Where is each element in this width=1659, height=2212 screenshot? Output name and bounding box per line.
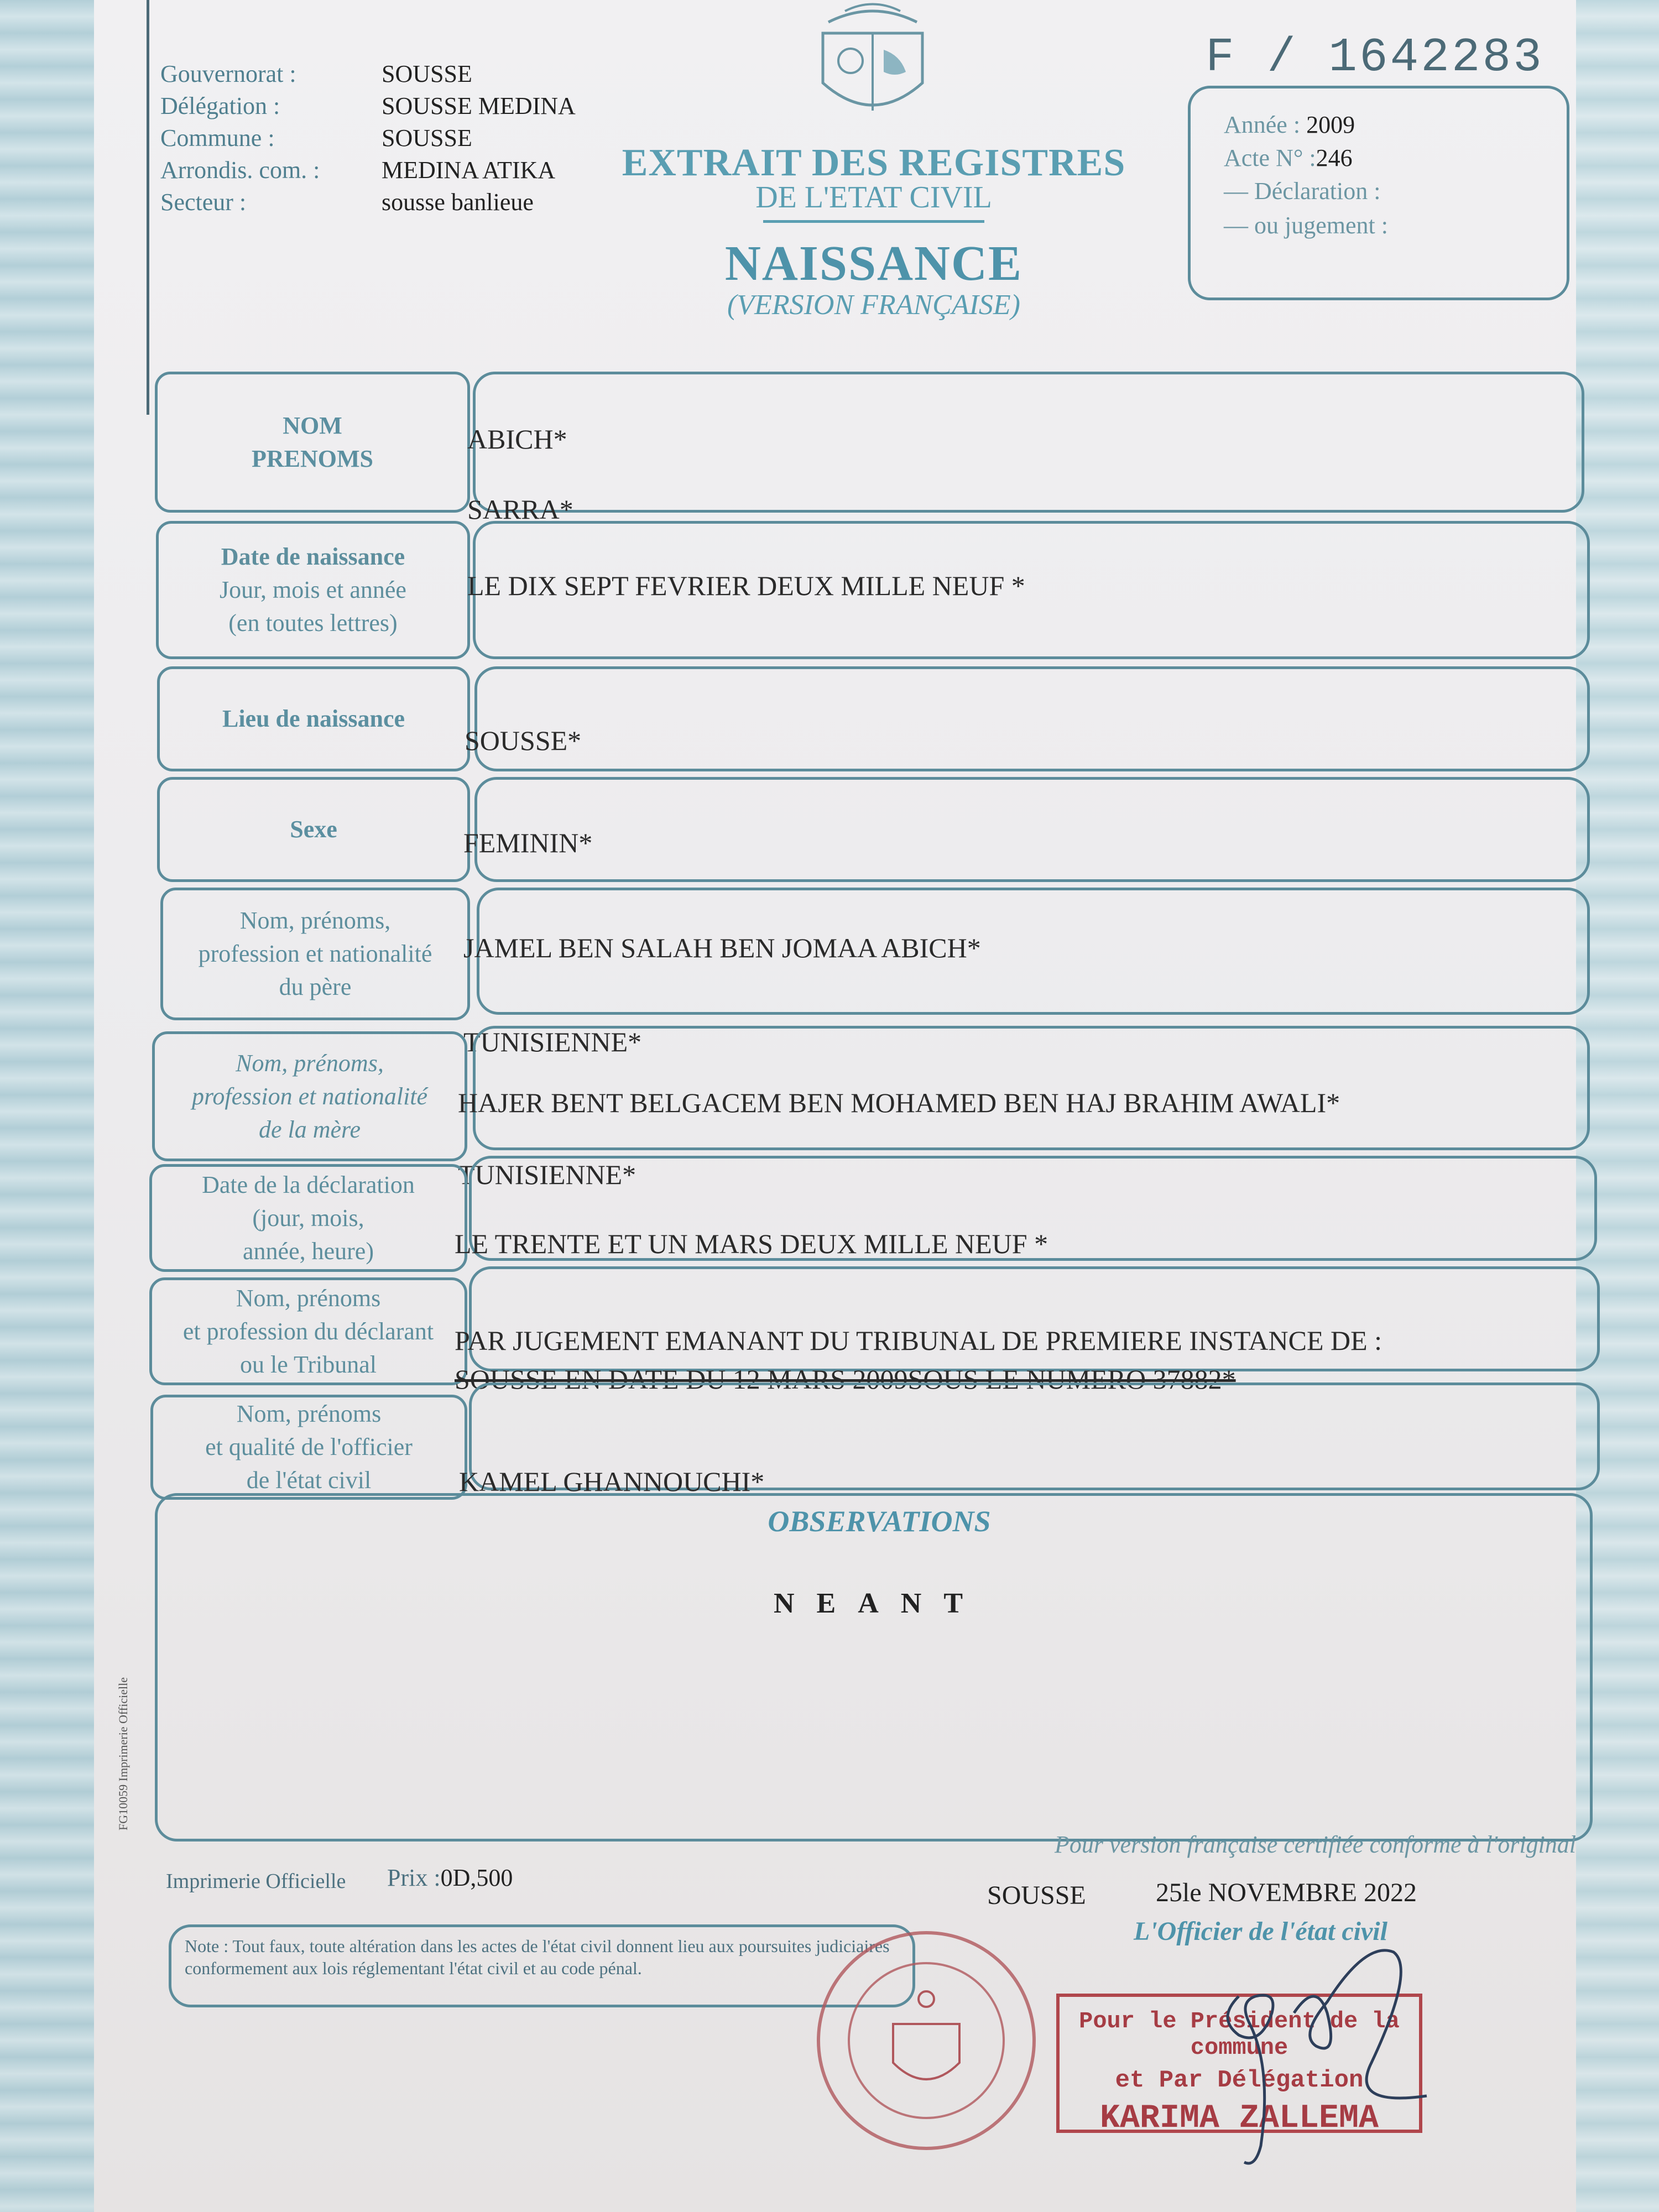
- secteur-value: sousse banlieue: [382, 189, 534, 216]
- declarant-label-box: [149, 1277, 467, 1385]
- acte-line: [1224, 144, 1353, 172]
- pere-value: JAMEL BEN SALAH BEN JOMAA ABICH*: [463, 932, 981, 963]
- mere-label-box: [152, 1031, 467, 1161]
- nom-value: ABICH*: [467, 424, 567, 455]
- observations-box: [155, 1493, 1593, 1841]
- arrondissement-label: Arrondis. com. :: [160, 156, 320, 184]
- nom-label: NOM: [283, 411, 342, 439]
- nom-prenoms-label-box: [155, 372, 470, 513]
- acte-value: 246: [1316, 144, 1353, 171]
- delegation-label: Délégation :: [160, 92, 280, 119]
- commune-value: SOUSSE: [382, 124, 472, 152]
- declaration-date-label-2: (jour, mois,: [252, 1204, 364, 1232]
- sexe-label: Sexe: [290, 816, 337, 843]
- mere-value: HAJER BENT BELGACEM BEN MOHAMED BEN HAJ BRAHIM AWALI*: [458, 1087, 1340, 1118]
- date-naissance-value: LE DIX SEPT FEVRIER DEUX MILLE NEUF *: [467, 570, 1025, 601]
- mere-label-1: Nom, prénoms,: [236, 1049, 384, 1077]
- mere-nationalite: TUNISIENNE*: [458, 1159, 637, 1190]
- declarant-value-1: PAR JUGEMENT EMANANT DU TRIBUNAL DE PREMIERE INSTANCE DE :: [455, 1325, 1383, 1356]
- title-rule: [763, 220, 984, 223]
- prix: [387, 1864, 513, 1892]
- stamp-line-3: KARIMA ZALLEMA: [1099, 2100, 1379, 2137]
- declarant-value-2: SOUSSE EN DATE DU 12 MARS 2009SOUS LE NUMERO 37882*: [455, 1364, 1236, 1395]
- nom-value-box: [473, 372, 1584, 513]
- delegation-row: [160, 90, 576, 122]
- observations-title: OBSERVATIONS: [768, 1505, 991, 1538]
- gouvernorat-value: SOUSSE: [382, 60, 472, 87]
- officier-label-1: Nom, prénoms: [236, 1400, 382, 1427]
- pere-label-box: [160, 888, 470, 1020]
- jugement-label: — ou jugement :: [1224, 212, 1388, 239]
- gouvernorat-row: [160, 58, 576, 90]
- sexe-label-box: [157, 777, 470, 882]
- issue-date: 25le NOVEMBRE 2022: [1156, 1878, 1417, 1907]
- secteur-label: Secteur :: [160, 189, 247, 216]
- mere-label-3: de la mère: [258, 1115, 361, 1143]
- delegation-value: SOUSSE MEDINA: [382, 92, 576, 119]
- title-extrait: EXTRAIT DES REGISTRES: [622, 142, 1126, 184]
- arrondissement-value: MEDINA ATIKA: [382, 156, 556, 184]
- commune-label: Commune :: [160, 124, 275, 152]
- lieu-naissance-label-box: [157, 666, 470, 771]
- serial-number: F / 1642283: [1206, 30, 1544, 85]
- stamp-line-2: et Par Délégation: [1115, 2067, 1364, 2094]
- date-naissance-label: Date de naissance: [221, 543, 405, 570]
- declaration-date-label-3: année, heure): [243, 1237, 374, 1265]
- legal-note: Note : Tout faux, toute altération dans les actes de l'état civil donnent lieu aux poursuites judiciaires conformement aux lois réglementant l'état civil et au code pénal.: [169, 1924, 915, 2007]
- sexe-value: FEMININ*: [463, 827, 593, 858]
- officier-label-3: de l'état civil: [246, 1467, 372, 1494]
- declarant-label-2: et profession du déclarant: [182, 1317, 434, 1345]
- date-naissance-label-box: [156, 521, 470, 659]
- lieu-naissance-value: SOUSSE*: [465, 725, 582, 756]
- imprimerie-label: Imprimerie Officielle: [166, 1870, 346, 1893]
- declarant-label-1: Nom, prénoms: [236, 1284, 381, 1312]
- declaration-label: — Déclaration :: [1224, 178, 1381, 205]
- administrative-header: [160, 58, 576, 218]
- prenoms-label: PRENOMS: [252, 445, 373, 472]
- gouvernorat-label: Gouvernorat :: [160, 60, 296, 87]
- coat-of-arms-icon: [812, 0, 933, 124]
- date-naissance-sublabel-1: Jour, mois et année: [220, 576, 406, 603]
- declarant-label-3: ou le Tribunal: [240, 1350, 377, 1378]
- pere-label-2: profession et nationalité: [198, 940, 432, 967]
- registry-box: [1188, 86, 1569, 300]
- lieu-naissance-label: Lieu de naissance: [222, 705, 405, 732]
- sexe-value-box: [474, 777, 1590, 882]
- commune-row: [160, 122, 576, 154]
- municipality-round-stamp-icon: [810, 1924, 1042, 2157]
- annee-label: Année :: [1224, 111, 1301, 138]
- secteur-row: [160, 186, 576, 218]
- title-naissance: NAISSANCE: [724, 236, 1023, 291]
- declaration-label-box: [149, 1164, 467, 1272]
- officier-value: KAMEL GHANNOUCHI*: [459, 1466, 765, 1497]
- lieu-naissance-value-box: [474, 666, 1590, 771]
- mere-label-2: profession et nationalité: [191, 1082, 428, 1110]
- certification-text: Pour version française certifiée conforme à l'original: [1054, 1831, 1576, 1858]
- observations-value: NEANT: [773, 1588, 985, 1619]
- annee-value: 2009: [1306, 111, 1355, 138]
- left-rule: [147, 0, 149, 415]
- acte-label: Acte N° :: [1224, 144, 1316, 171]
- issue-place: SOUSSE: [987, 1881, 1086, 1910]
- printer-side-text: FG10059 Imprimerie Officielle: [116, 1677, 130, 1830]
- declaration-date-value: LE TRENTE ET UN MARS DEUX MILLE NEUF *: [455, 1228, 1048, 1259]
- officer-title: L'Officier de l'état civil: [1134, 1917, 1387, 1946]
- prix-label: Prix :: [387, 1864, 441, 1891]
- stamp-line-1: Pour le Président de la commune: [1079, 2008, 1400, 2061]
- prenom-value: SARRA*: [467, 494, 573, 525]
- signature-icon: [1172, 1930, 1460, 2195]
- date-naissance-sublabel-2: (en toutes lettres): [228, 609, 398, 637]
- pere-nationalite: TUNISIENNE*: [463, 1026, 642, 1057]
- officier-label-box: [150, 1395, 467, 1500]
- title-version: (VERSION FRANÇAISE): [727, 289, 1020, 321]
- declaration-date-label-1: Date de la déclaration: [202, 1171, 415, 1198]
- prix-value: 0D,500: [440, 1864, 513, 1891]
- arrondissement-row: [160, 154, 576, 186]
- left-decorative-border: [0, 0, 94, 2212]
- pere-label-3: du père: [279, 973, 352, 1000]
- pere-label-1: Nom, prénoms,: [239, 907, 391, 934]
- title-etat-civil: DE L'ETAT CIVIL: [755, 180, 992, 215]
- officier-label-2: et qualité de l'officier: [205, 1433, 413, 1460]
- annee-line: [1224, 111, 1355, 139]
